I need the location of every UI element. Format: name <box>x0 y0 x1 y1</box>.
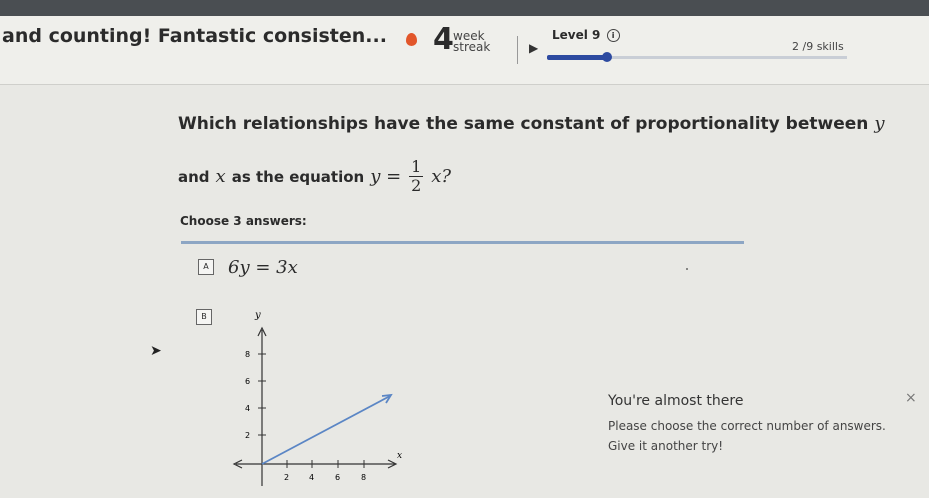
x-tick-label-6: 6 <box>335 473 341 482</box>
fraction-numerator: 1 <box>411 157 422 176</box>
option-b-checkbox[interactable]: B <box>196 309 212 325</box>
y-tick-label-6: 6 <box>245 377 251 386</box>
x-tick-label-2: 2 <box>284 473 290 482</box>
play-icon[interactable]: ▶ <box>529 41 539 55</box>
x-tick-label-8: 8 <box>361 473 367 482</box>
level-progress-fill <box>547 55 607 60</box>
question-text: Which relationships have the same constant of proportionality between <box>178 114 869 134</box>
stray-dot <box>686 268 688 270</box>
feedback-toast <box>608 393 886 453</box>
flame-icon <box>406 33 417 46</box>
option-a-text[interactable]: 6y = 3x <box>228 257 298 278</box>
toast-message-2: Give it another try! <box>608 439 724 453</box>
question-line-2 <box>178 158 451 195</box>
skills-count: 2 /9 skills <box>792 40 844 53</box>
option-a-checkbox[interactable]: A <box>198 259 214 275</box>
option-b-graph[interactable] <box>230 308 405 488</box>
equation-fraction <box>409 158 423 195</box>
encouragement-message: and counting! Fantastic consisten... <box>2 25 387 47</box>
toast-title: You're almost there <box>608 393 744 409</box>
window-top-strip <box>0 0 929 16</box>
x-tick-label-4: 4 <box>309 473 315 482</box>
level-label[interactable] <box>552 28 620 42</box>
y-axis-label: y <box>255 310 261 321</box>
proportional-line <box>262 396 390 464</box>
x-axis-label: x <box>397 451 403 461</box>
equation-tail: x? <box>431 166 452 187</box>
equation-lhs: y = <box>370 166 402 187</box>
y-tick-label-4: 4 <box>245 404 251 413</box>
header-divider <box>517 36 518 64</box>
answers-divider <box>181 241 744 244</box>
toast-message-1: Please choose the correct number of answers. <box>608 419 886 433</box>
cursor-icon: ➤ <box>150 343 162 359</box>
info-icon[interactable]: i <box>607 29 620 42</box>
streak-count: 4 <box>433 22 454 57</box>
question-line-1 <box>178 112 884 136</box>
question-mid-text: as the equation <box>231 167 365 186</box>
streak-word-streak: streak <box>453 40 491 54</box>
fraction-denominator: 2 <box>411 176 422 195</box>
streak-word-week: week <box>453 29 485 43</box>
close-icon[interactable]: × <box>905 390 917 406</box>
question-var-y: y <box>874 113 885 134</box>
choose-instruction: Choose 3 answers: <box>180 214 307 228</box>
y-tick-label-2: 2 <box>245 431 251 440</box>
level-progress-knob <box>602 52 612 62</box>
question-var-x: x <box>215 166 226 187</box>
y-tick-label-8: 8 <box>245 350 251 359</box>
question-and: and <box>178 167 210 186</box>
level-text: Level 9 <box>552 28 601 42</box>
